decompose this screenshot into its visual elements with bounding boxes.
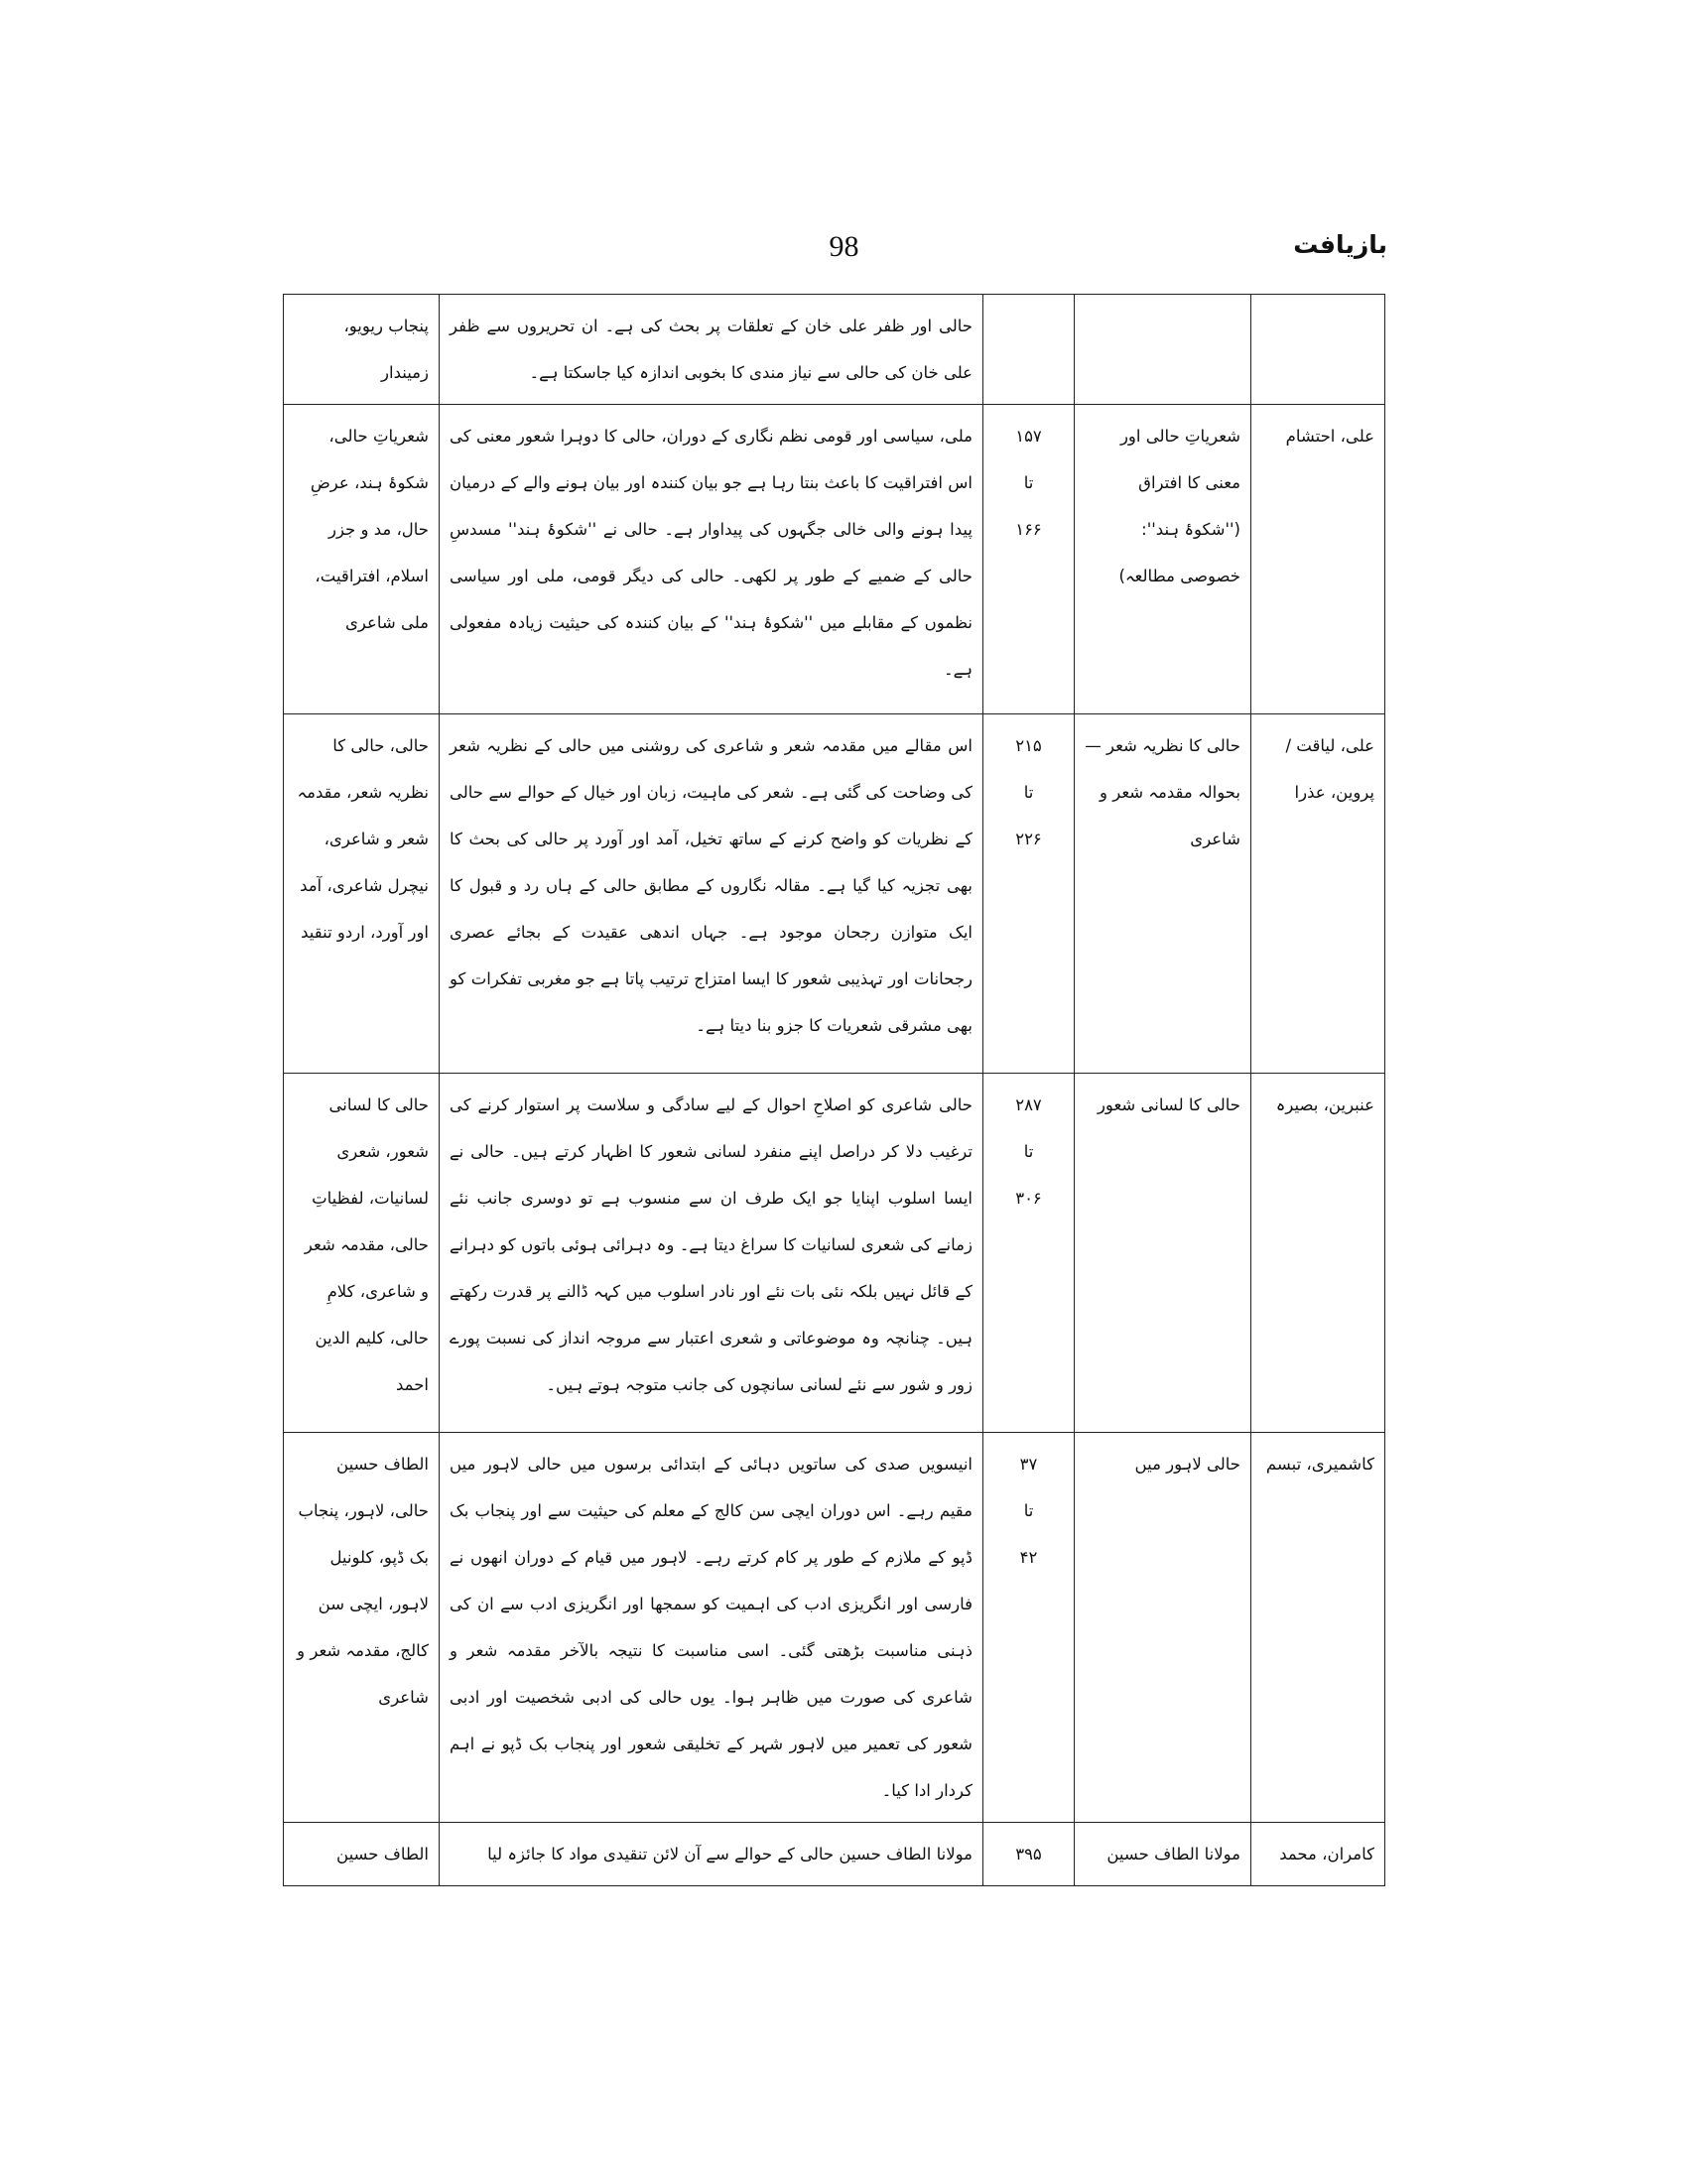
table-row	[284, 1074, 1385, 1433]
keywords-cell: حالی کا لسانی شعور، شعری لسانیات، لفظیاتِ حالی، مقدمہ شعر و شاعری، کلامِ حالی، کلیم الدین احمد	[284, 1074, 440, 1433]
author-cell: علی، لیاقت / پروین، عذرا	[1251, 714, 1385, 1074]
page-number: 98	[829, 230, 859, 263]
pages-cell	[983, 1074, 1075, 1433]
keywords-cell: الطاف حسین	[284, 1823, 440, 1886]
page-from: ۱۵۷	[1015, 427, 1042, 446]
title-cell: حالی کا لسانی شعور	[1075, 1074, 1251, 1433]
pages-cell	[983, 295, 1075, 405]
page-to: ۱۶۶	[1015, 520, 1042, 539]
bibliography-table	[283, 294, 1385, 1886]
page-range-word: تا	[1023, 783, 1034, 802]
page-to: ۳۰۶	[1015, 1189, 1042, 1208]
author-cell: علی، احتشام	[1251, 405, 1385, 714]
table-row	[284, 295, 1385, 405]
keywords-cell: پنجاب ریویو، زمیندار	[284, 295, 440, 405]
summary-cell: انیسویں صدی کی ساتویں دہائی کے ابتدائی برسوں میں حالی لاہور میں مقیم رہے۔ اس دوران ایچی سن کالج کے معلم کی حیثیت سے اور پنجاب بک ڈپو کے ملازم کے طور پر کام کرتے رہے۔ لاہور میں قیام کے دوران انھوں نے فارسی اور انگریزی ادب کی اہمیت کو سمجھا اور انگریزی ادب سے ان کی ذہنی مناسبت بڑھتی گئی۔ اسی مناسبت کا نتیجہ بالآخر مقدمہ شعر و شاعری کی صورت میں ظاہر ہوا۔ یوں حالی کی ادبی شخصیت اور ادبی شعور کی تعمیر میں لاہور شہر کے تخلیقی شعور اور پنجاب بک ڈپو نے اہم کردار ادا کیا۔	[440, 1433, 983, 1823]
keywords-cell: الطاف حسین حالی، لاہور، پنجاب بک ڈپو، کلونیل لاہور، ایچی سن کالج، مقدمہ شعر و شاعری	[284, 1433, 440, 1823]
summary-cell: مولانا الطاف حسین حالی کے حوالے سے آن لائن تنقیدی مواد کا جائزہ لیا	[440, 1823, 983, 1886]
pages-cell	[983, 714, 1075, 1074]
summary-cell: حالی اور ظفر علی خان کے تعلقات پر بحث کی ہے۔ ان تحریروں سے ظفر علی خان کی حالی سے نیاز مندی کا بخوبی اندازہ کیا جاسکتا ہے۔	[440, 295, 983, 405]
author-cell	[1251, 295, 1385, 405]
title-cell: حالی لاہور میں	[1075, 1433, 1251, 1823]
title-cell: مولانا الطاف حسین	[1075, 1823, 1251, 1886]
page-from: ۲۸۷	[1015, 1095, 1042, 1114]
journal-name: بازیافت	[1293, 230, 1387, 259]
summary-cell: حالی شاعری کو اصلاحِ احوال کے لیے سادگی و سلاست پر استوار کرنے کی ترغیب دلا کر دراصل اپنے منفرد لسانی شعور کا اظہار کرتے ہیں۔ حالی نے ایسا اسلوب اپنایا جو ایک طرف ان سے منسوب ہے تو دوسری جانب نئے زمانے کی شعری لسانیات کا سراغ دیتا ہے۔ وہ دہرائی ہوئی باتوں کو دہرانے کے قائل نہیں بلکہ نئی بات نئے اور نادر اسلوب میں کہہ ڈالنے پر قدرت رکھتے ہیں۔ چنانچہ وہ موضوعاتی و شعری اعتبار سے مروجہ انداز کی نسبت پورے زور و شور سے نئے لسانی سانچوں کی جانب متوجہ ہوتے ہیں۔	[440, 1074, 983, 1433]
table-row	[284, 405, 1385, 714]
title-cell: شعریاتِ حالی اور معنی کا افتراق (''شکوۂ ہند'': خصوصی مطالعہ)	[1075, 405, 1251, 714]
page-range-word: تا	[1023, 1142, 1034, 1161]
author-cell: عنبرین، بصیرہ	[1251, 1074, 1385, 1433]
summary-cell: ملی، سیاسی اور قومی نظم نگاری کے دوران، حالی کا دوہرا شعور معنی کی اس افتراقیت کا باعث بنتا رہا ہے جو بیان کنندہ اور بیان ہونے والے کے درمیان پیدا ہونے والی خالی جگہوں کی پیداوار ہے۔ حالی نے ''شکوۂ ہند'' مسدسِ حالی کے ضمیے کے طور پر لکھی۔ حالی کی دیگر قومی، ملی اور سیاسی نظموں کے مقابلے میں ''شکوۂ ہند'' کے بیان کنندہ کی حیثیت زیادہ مفعولی ہے۔	[440, 405, 983, 714]
pages-cell	[983, 1433, 1075, 1823]
author-cell: کاشمیری، تبسم	[1251, 1433, 1385, 1823]
table-row	[284, 1823, 1385, 1886]
page-range-word: تا	[1023, 473, 1034, 492]
pages-cell	[983, 405, 1075, 714]
page-header	[0, 230, 1688, 270]
author-cell: کامران، محمد	[1251, 1823, 1385, 1886]
keywords-cell: شعریاتِ حالی، شکوۂ ہند، عرضِ حال، مد و جزر اسلام، افتراقیت، ملی شاعری	[284, 405, 440, 714]
pages-cell	[983, 1823, 1075, 1886]
page-from: ۳۹۵	[1015, 1845, 1042, 1863]
table-row	[284, 714, 1385, 1074]
summary-cell: اس مقالے میں مقدمہ شعر و شاعری کی روشنی میں حالی کے نظریہ شعر کی وضاحت کی گئی ہے۔ شعر کی ماہیت، زبان اور خیال کے حوالے سے حالی کے نظریات کو واضح کرنے کے ساتھ تخیل، آمد اور آورد پر حالی کی بحث کا بھی تجزیہ کیا گیا ہے۔ مقالہ نگاروں کے مطابق حالی کے ہاں رد و قبول کا ایک متوازن رجحان موجود ہے۔ جہاں اندھی عقیدت کے بجائے عصری رجحانات اور تہذیبی شعور کا ایسا امتزاج ترتیب پاتا ہے جو مغربی تفکرات کو بھی مشرقی شعریات کا جزو بنا دیتا ہے۔	[440, 714, 983, 1074]
table-row	[284, 1433, 1385, 1823]
page-from: ۳۷	[1019, 1455, 1038, 1474]
page-to: ۲۲۶	[1015, 830, 1042, 848]
title-cell: حالی کا نظریہ شعر — بحوالہ مقدمہ شعر و شاعری	[1075, 714, 1251, 1074]
page-from: ۲۱۵	[1015, 736, 1042, 755]
page-to: ۴۲	[1019, 1548, 1038, 1567]
keywords-cell: حالی، حالی کا نظریہ شعر، مقدمہ شعر و شاعری، نیچرل شاعری، آمد اور آورد، اردو تنقید	[284, 714, 440, 1074]
title-cell	[1075, 295, 1251, 405]
page-range-word: تا	[1023, 1501, 1034, 1520]
